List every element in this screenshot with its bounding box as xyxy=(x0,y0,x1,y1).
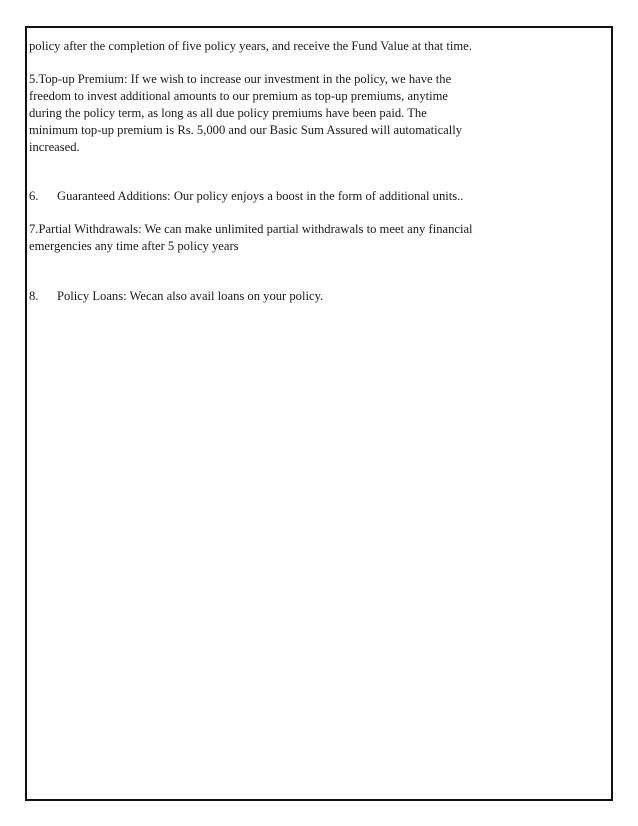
paragraph-top-up-premium: 5.Top-up Premium: If we wish to increase our investment in the policy, we have the freedom to invest additional amounts to our premium as top-up premiums, anytime during the policy term, as long as all due policy premiums have been paid. The minimum top-up premium is Rs. 5,000 and our Basic Sum Assured will automatically increased. xyxy=(29,72,463,154)
paragraph-fund-value: policy after the completion of five policy years, and receive the Fund Value at that time. xyxy=(29,39,472,53)
paragraph-policy-loans xyxy=(29,288,589,305)
item-text-guaranteed-additions: Guaranteed Additions: Our policy enjoys a boost in the form of additional units.. xyxy=(57,189,464,203)
page-frame xyxy=(25,26,613,801)
item-number-6: 6. xyxy=(29,189,39,203)
item-text-policy-loans: Policy Loans: Wecan also avail loans on your policy. xyxy=(57,289,324,303)
paragraph-guaranteed-additions xyxy=(29,188,589,205)
item-number-8: 8. xyxy=(29,289,39,303)
paragraph-partial-withdrawals: 7.Partial Withdrawals: We can make unlimited partial withdrawals to meet any financial emergencies any time after 5 policy years xyxy=(29,222,473,253)
